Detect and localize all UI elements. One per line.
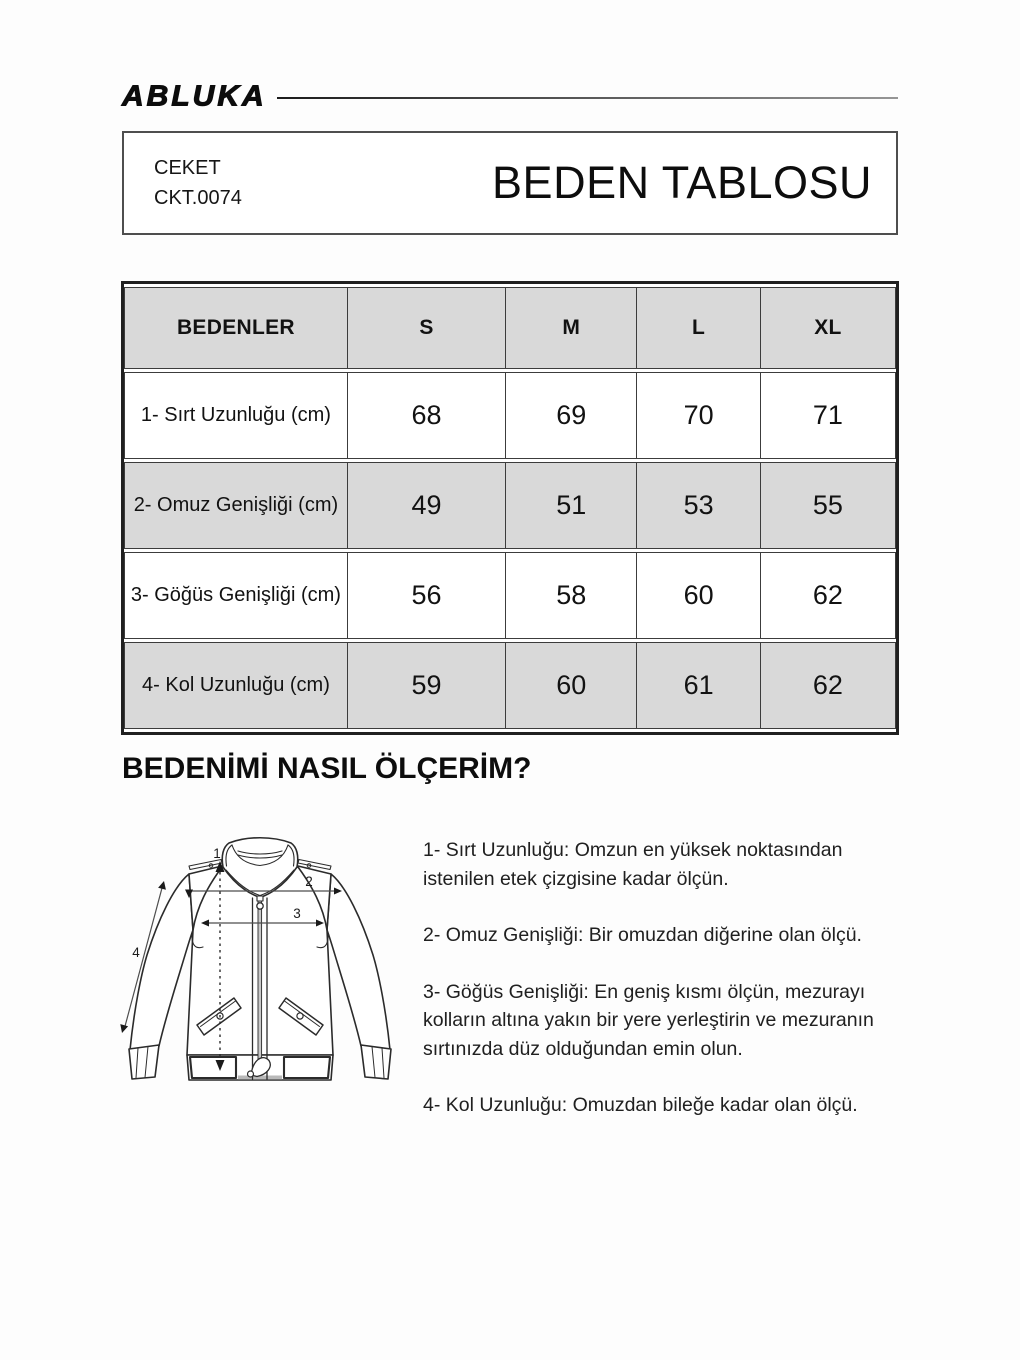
size-table — [121, 281, 899, 735]
measure-section-heading: BEDENİMİ NASIL ÖLÇERİM? — [122, 752, 532, 785]
cell-value: 61 — [637, 642, 761, 729]
cell-value: 49 — [348, 462, 506, 549]
right-sleeve — [327, 874, 390, 1050]
brand-logo: ABLUKA — [122, 80, 267, 113]
cell-value: 53 — [637, 462, 761, 549]
product-info-box — [122, 131, 898, 235]
marker-4: 4 — [132, 945, 140, 960]
instruction-sleeve-length: 4- Kol Uzunluğu: Omuzdan bileğe kadar olan ölçü. — [423, 1094, 858, 1116]
cell-value: 71 — [761, 372, 896, 459]
marker-2: 2 — [305, 874, 313, 889]
marker-3: 3 — [293, 906, 301, 921]
header-cell-s: S — [348, 287, 506, 369]
cell-value: 60 — [506, 642, 637, 729]
instruction-chest-width: 3- Göğüs Genişliği: En geniş kısmı ölçün, mezurayı kolların altına yakın bir yere yerleştirin ve mezuranın sırtınızda düz olduğundan emin olun. — [423, 980, 874, 1060]
cell-value: 68 — [348, 372, 506, 459]
page-title: BEDEN TABLOSU — [492, 157, 872, 208]
header-cell-m: M — [506, 287, 637, 369]
row-label: 2- Omuz Genişliği (cm) — [124, 462, 348, 549]
row-label: 1- Sırt Uzunluğu (cm) — [124, 372, 348, 459]
cell-value: 62 — [761, 642, 896, 729]
cell-value: 70 — [637, 372, 761, 459]
cell-value: 56 — [348, 552, 506, 639]
table-row-back-length — [124, 372, 896, 459]
brand-header — [122, 82, 898, 112]
product-name: CEKET — [154, 157, 221, 179]
brand-logo-rule — [277, 97, 898, 100]
cell-value: 62 — [761, 552, 896, 639]
left-cuff — [129, 1045, 159, 1079]
left-sleeve — [130, 874, 193, 1050]
hem-right-panel — [284, 1057, 330, 1078]
marker-1: 1 — [213, 846, 221, 861]
hem-left-panel — [190, 1057, 236, 1078]
product-meta — [154, 153, 242, 213]
row-label: 3- Göğüs Genişliği (cm) — [124, 552, 348, 639]
table-row-sleeve-length — [124, 642, 896, 729]
jacket-diagram — [110, 830, 425, 1115]
header-cell-xl: XL — [761, 287, 896, 369]
header-cell-bedenler: BEDENLER — [124, 287, 348, 369]
instruction-back-length: 1- Sırt Uzunluğu: Omzun en yüksek noktasından istenilen etek çizgisine kadar ölçün. — [423, 839, 843, 890]
product-code: CKT.0074 — [154, 187, 242, 209]
row-label: 4- Kol Uzunluğu (cm) — [124, 642, 348, 729]
table-row-chest-width — [124, 552, 896, 639]
cell-value: 58 — [506, 552, 637, 639]
right-cuff — [361, 1045, 391, 1079]
size-table-header-row — [124, 287, 896, 369]
cell-value: 59 — [348, 642, 506, 729]
cell-value: 69 — [506, 372, 637, 459]
cell-value: 60 — [637, 552, 761, 639]
cell-value: 51 — [506, 462, 637, 549]
header-cell-l: L — [637, 287, 761, 369]
table-row-shoulder-width — [124, 462, 896, 549]
cell-value: 55 — [761, 462, 896, 549]
instruction-shoulder-width: 2- Omuz Genişliği: Bir omuzdan diğerine olan ölçü. — [423, 924, 862, 946]
measure-instructions — [423, 836, 915, 1148]
